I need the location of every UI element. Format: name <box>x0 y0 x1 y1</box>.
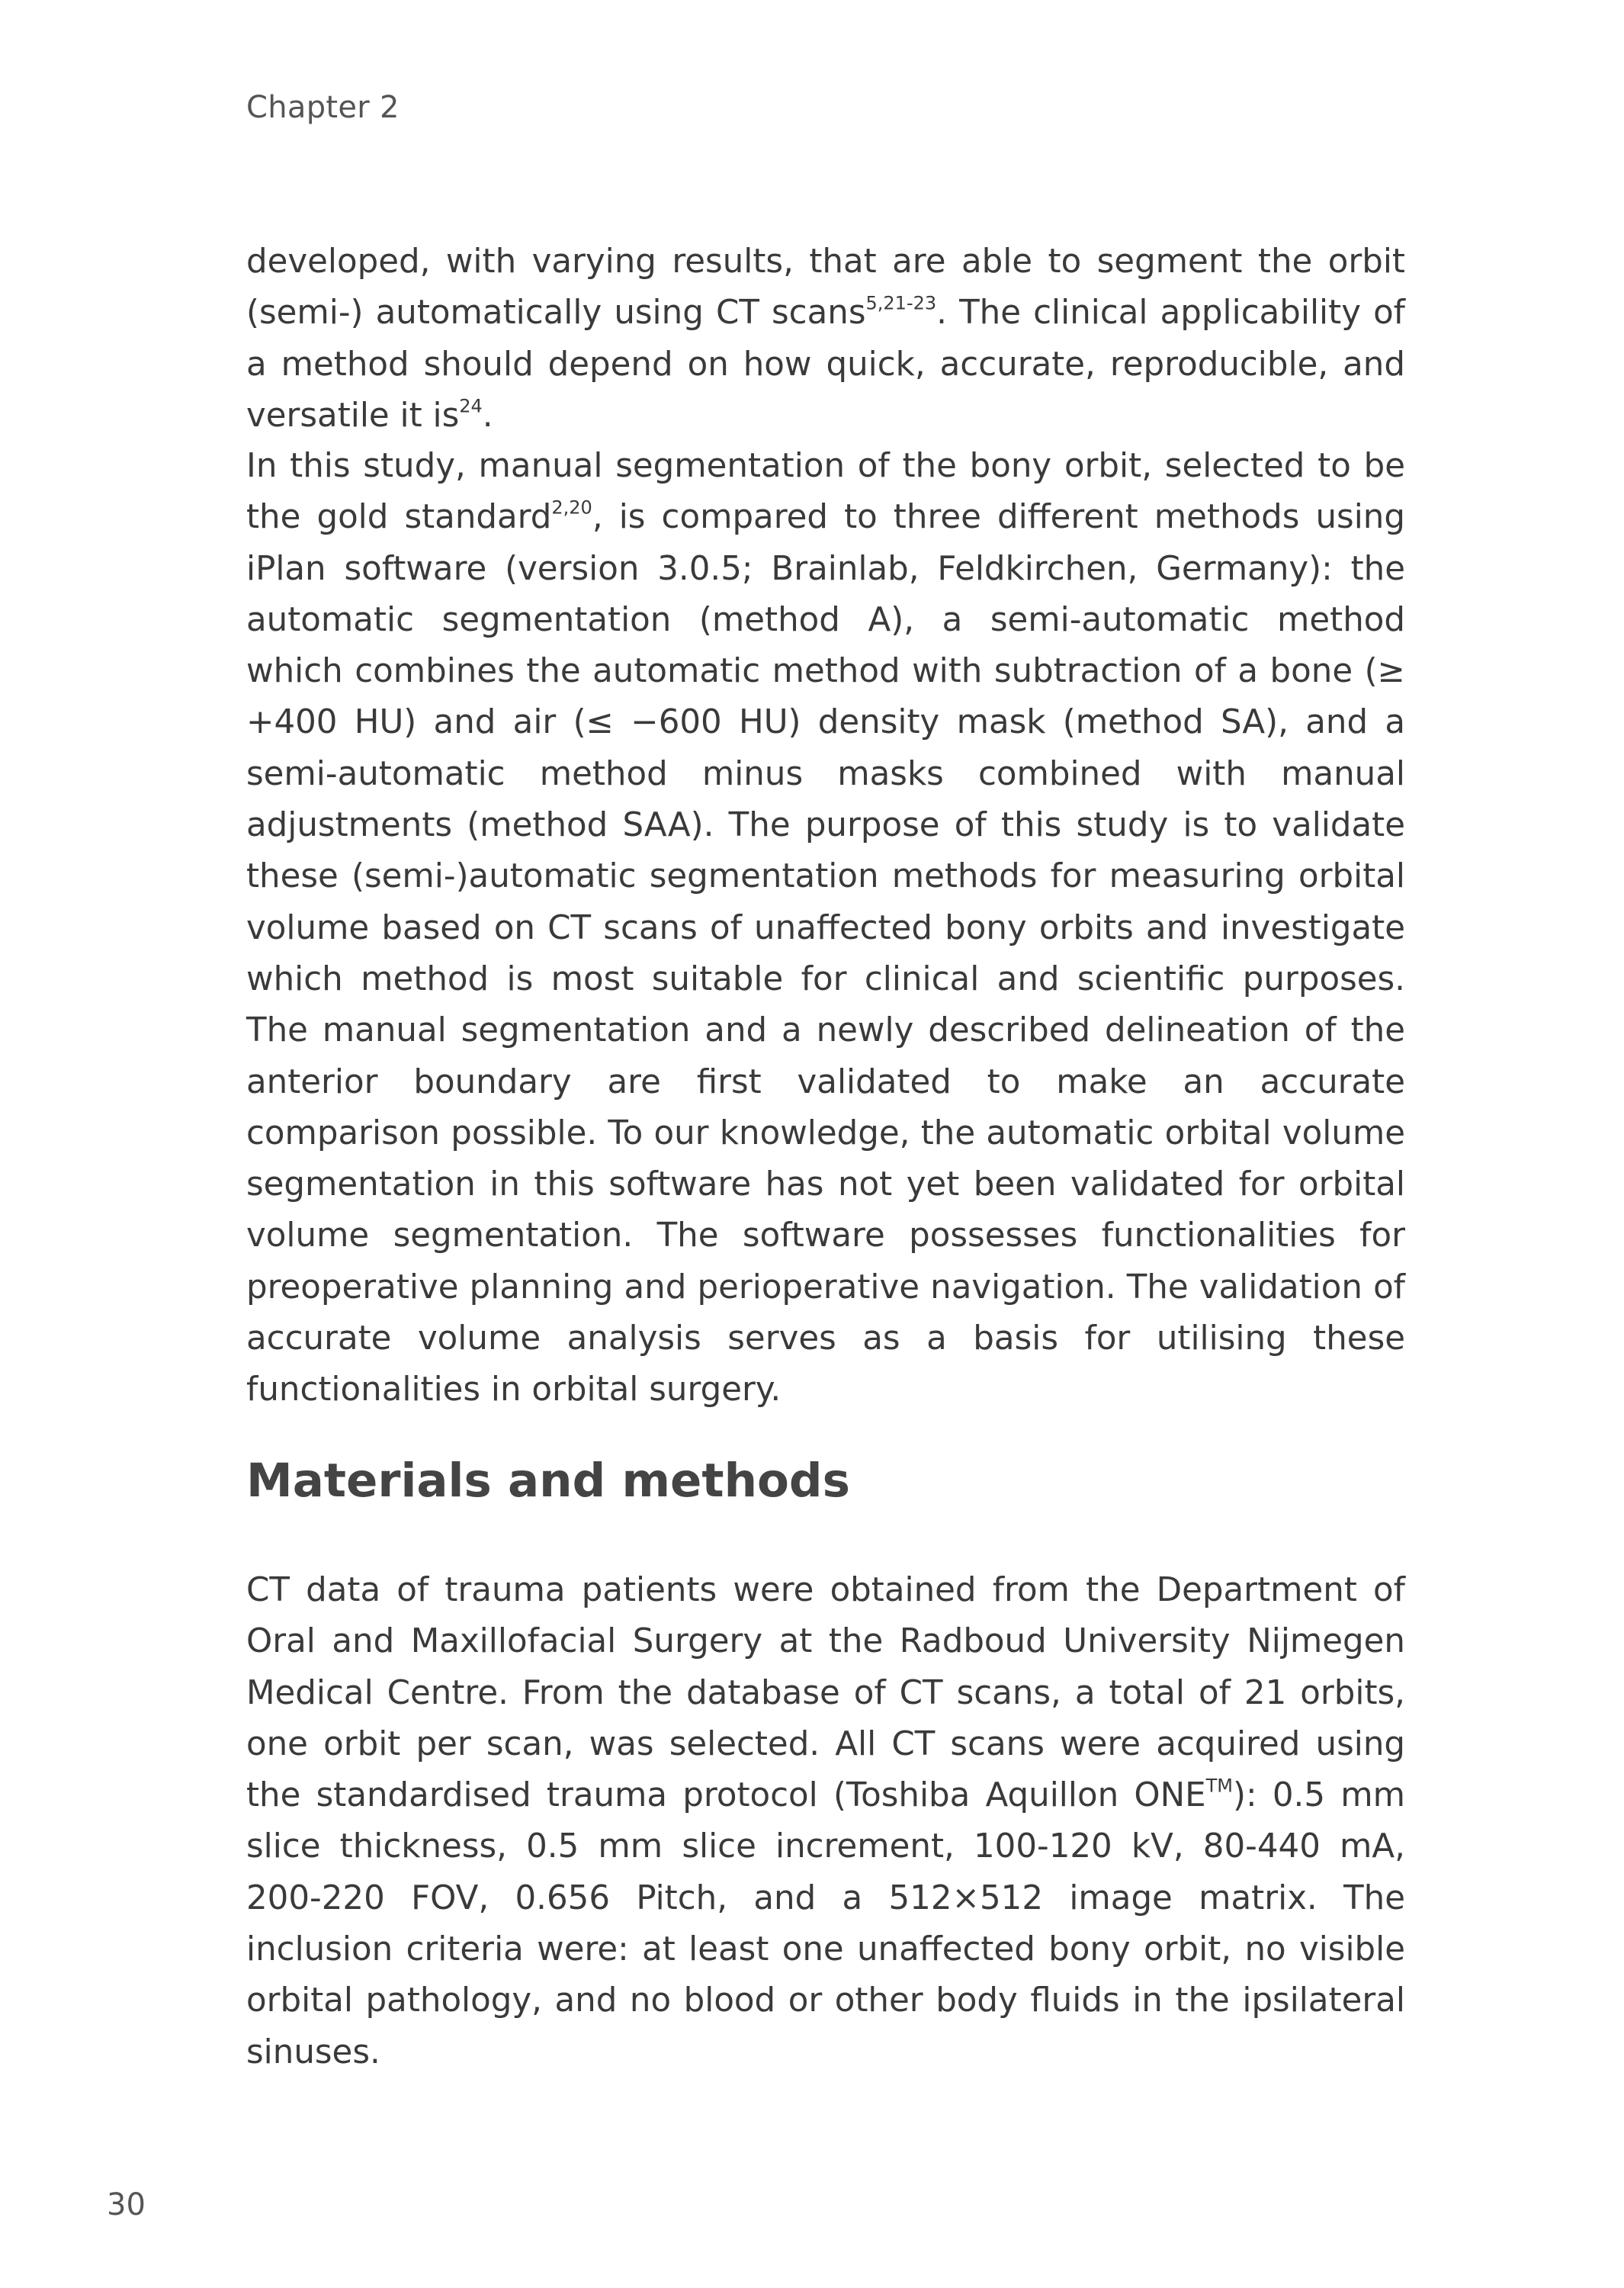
intro-p1-text-2: . The clinical applicability of a method should depend on how quick, accurate, reproducible, and versatile it is <box>246 294 1405 435</box>
intro-p2-text-1: In this study, manual segmentation of the bony orbit, selected to be the gold standard <box>246 447 1405 537</box>
intro-p1-text-3: . <box>482 396 493 435</box>
intro-p1-text-1: developed, with varying results, that are able to segment the orbit (semi-) automatically using CT scans <box>246 243 1405 333</box>
citation-ref: 5,21-23 <box>865 292 937 314</box>
trademark-mark: TM <box>1205 1775 1234 1797</box>
intro-paragraph-2 <box>246 441 1405 1416</box>
intro-p2-text-2: , is compared to three different methods using iPlan software (version 3.0.5; Brainlab, Feldkirchen, Germany): the automatic segmentation (method A), a semi-automatic method which combines the automatic method with subtraction of a bone (≥ +400 HU) and air (≤ −600 HU) density mask (method SA), and a semi-automatic method minus masks combined with manual adjustments (method SAA). The purpose of this study is to validate these (semi-)automatic segmentation methods for measuring orbital volume based on CT scans of unaffected bony orbits and investigate which method is most suitable for clinical and scientific purposes. The manual segmentation and a newly described delineation of the anterior boundary are first validated to make an accurate comparison possible. To our knowledge, the automatic orbital volume segmentation in this software has not yet been validated for orbital volume segmentation. The software possesses functionalities for preoperative planning and perioperative navigation. The validation of accurate volume analysis serves as a basis for utilising these functionalities in orbital surgery. <box>246 498 1405 1409</box>
methods-paragraph-1 <box>246 1565 1405 2078</box>
methods-p1-text-1: CT data of trauma patients were obtained from the Department of Oral and Maxillofacial Surgery at the Radboud University Nijmegen Medical Centre. From the database of CT scans, a total of 21 orbits, one orbit per scan, was selected. All CT scans were acquired using the standardised trauma protocol (Toshiba Aquillon ONE <box>246 1571 1405 1815</box>
running-head: Chapter 2 <box>246 90 400 125</box>
citation-ref: 2,20 <box>551 496 592 519</box>
intro-paragraph-1 <box>246 236 1405 442</box>
section-heading-materials-methods: Materials and methods <box>246 1454 850 1508</box>
citation-ref: 24 <box>459 395 483 417</box>
page-number: 30 <box>107 2187 146 2222</box>
methods-p1-text-2: ): 0.5 mm slice thickness, 0.5 mm slice increment, 100-120 kV, 80-440 mA, 200-220 FOV, 0.656 Pitch, and a 512×512 image matrix. The inclusion criteria were: at least one unaffected bony orbit, no visible orbital pathology, and no blood or other body fluids in the ipsilateral sinuses. <box>246 1776 1406 2071</box>
